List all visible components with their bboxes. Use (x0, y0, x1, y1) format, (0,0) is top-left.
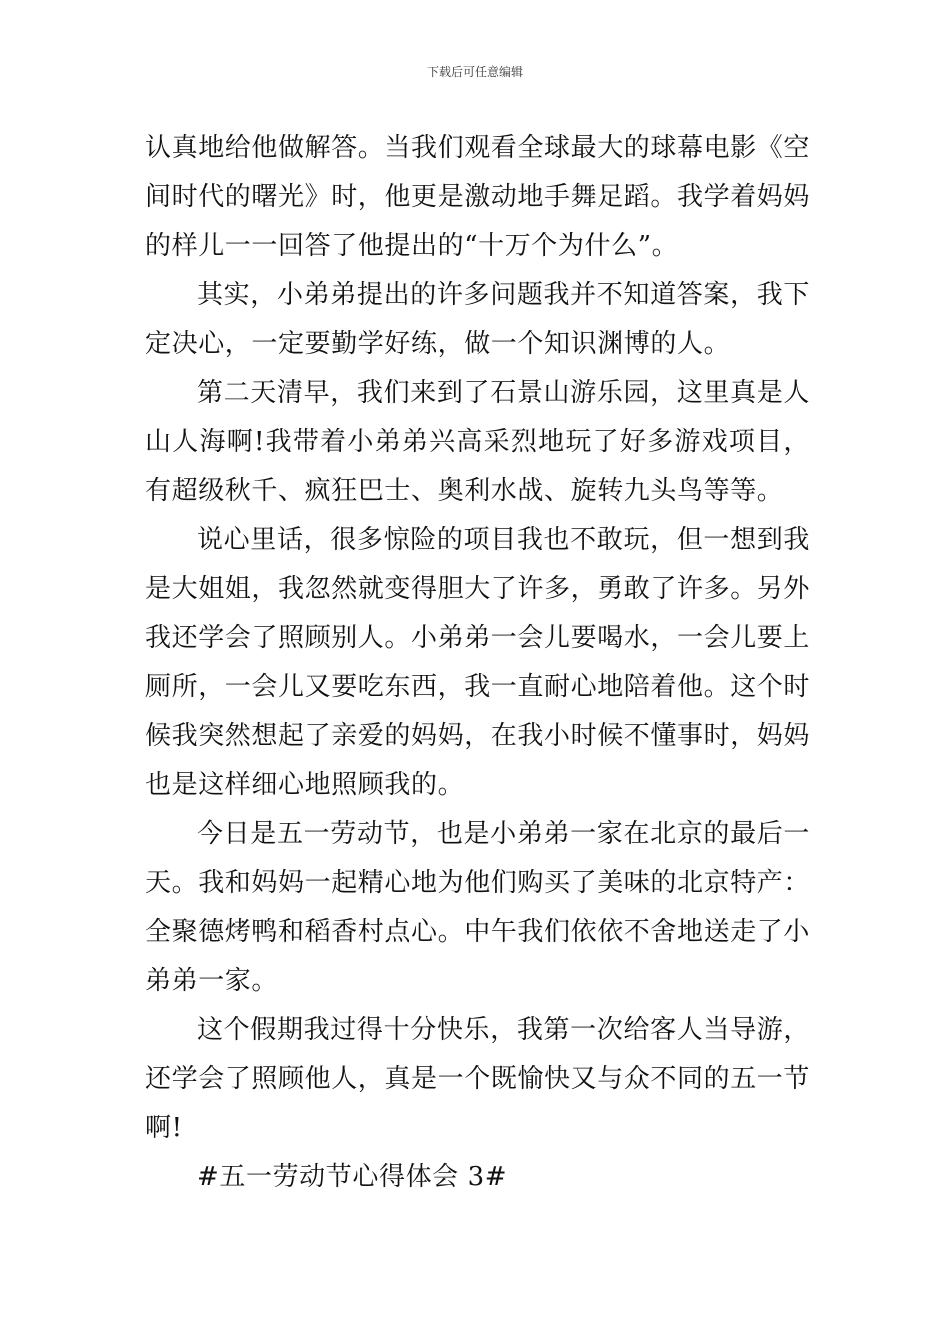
document-body (145, 124, 810, 1202)
paragraph-5: 今日是五一劳动节，也是小弟弟一家在北京的最后一天。我和妈妈一起精心地为他们购买了美味的北京特产：全聚德烤鸭和稻香村点心。中午我们依依不舍地送走了小弟弟一家。 (145, 819, 811, 996)
paragraph-6: 这个假期我过得十分快乐，我第一次给客人当导游，还学会了照顾他人，真是一个既愉快又与众不同的五一节啊! (145, 1015, 811, 1143)
page-header: 下载后可任意编辑 (426, 65, 523, 79)
paragraph-3: 第二天清早，我们来到了石景山游乐园，这里真是人山人海啊!我带着小弟弟兴高采烈地玩了好多游戏项目，有超级秋千、疯狂巴士、奥利水战、旋转九头鸟等等。 (145, 378, 810, 506)
paragraph-4: 说心里话，很多惊险的项目我也不敢玩，但一想到我是大姐姐，我忽然就变得胆大了许多，勇敢了许多。另外我还学会了照顾别人。小弟弟一会儿要喝水，一会儿要上厕所，一会儿又要吃东西，我一直耐心地陪着他。这个时候我突然想起了亲爱的妈妈，在我小时候不懂事时，妈妈也是这样细心地照顾我的。 (145, 525, 811, 800)
section-heading: #五一劳动节心得体会 3# (197, 1162, 508, 1192)
paragraph-1: 认真地给他做解答。当我们观看全球最大的球幕电影《空间时代的曙光》时，他更是激动地手舞足蹈。我学着妈妈的样儿一一回答了他提出的“十万个为什么”。 (145, 133, 811, 261)
paragraph-2: 其实，小弟弟提出的许多问题我并不知道答案，我下定决心，一定要勤学好练，做一个知识渊博的人。 (145, 280, 810, 359)
